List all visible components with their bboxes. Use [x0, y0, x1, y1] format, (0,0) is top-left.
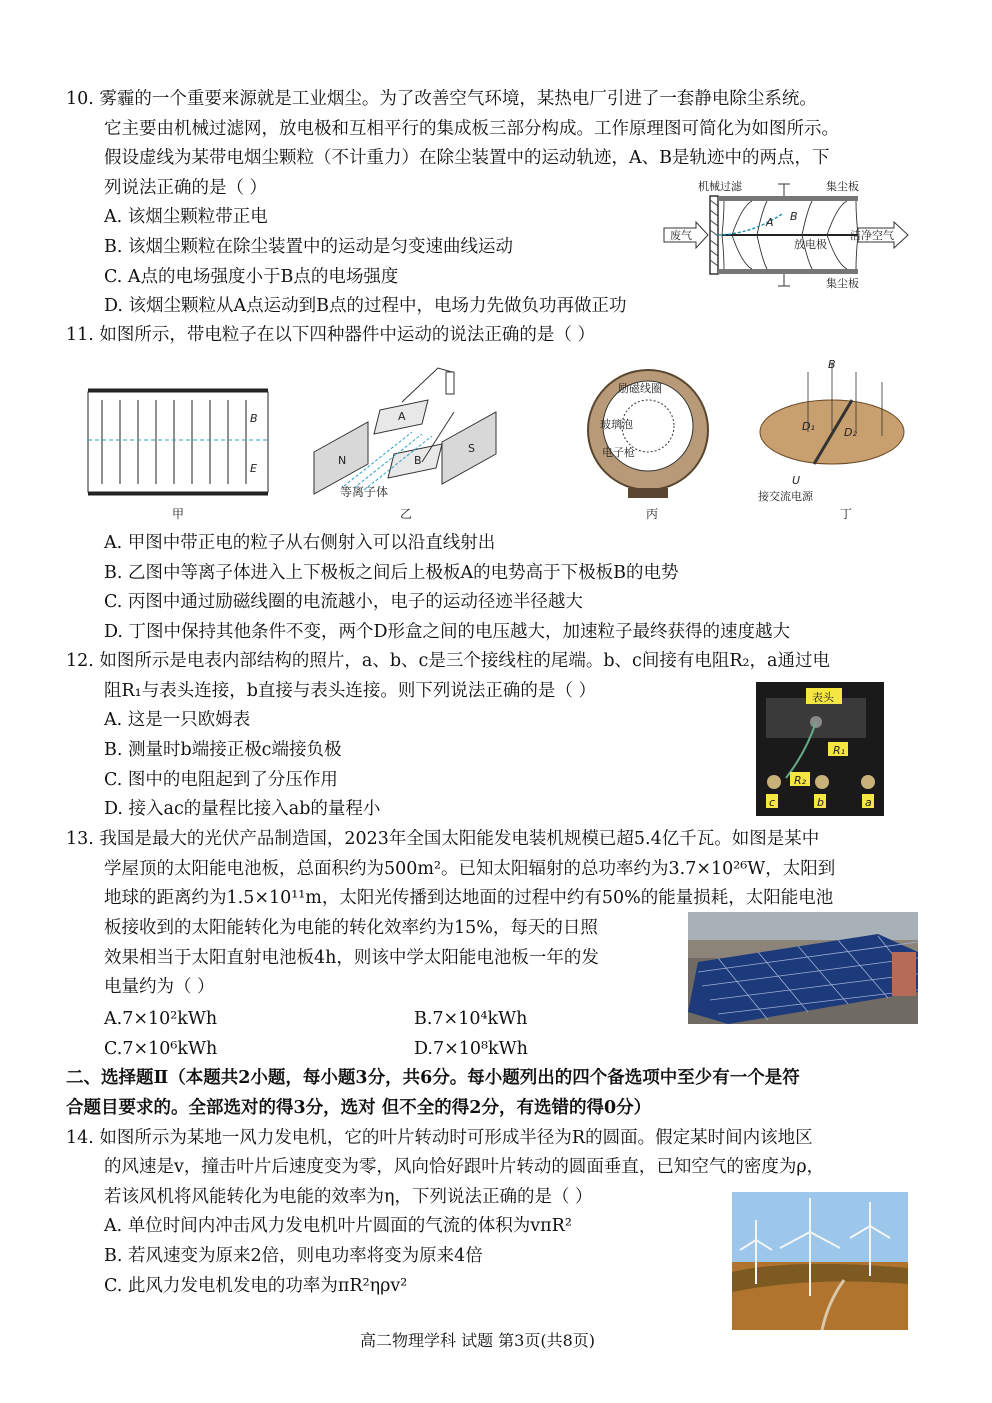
coil-label: 励磁线圈: [618, 382, 662, 395]
terminal-b-label: b: [817, 796, 824, 809]
q13-line5: 效果相当于太阳直射电池板4h，则该中学太阳能电池板一年的发: [104, 948, 599, 968]
q13-line4: 板接收到的太阳能转化为电能的转化效率约为15%，每天的日照: [104, 918, 598, 938]
q13-line3: 地球的距离约为1.5×10¹¹m，太阳光传播到达地面的过程中约有50%的能量损耗，太阳能电池: [104, 888, 834, 908]
plate-b-label: B: [414, 454, 422, 467]
u-label: U: [792, 474, 801, 487]
q13-option-a: A.7×10²kWh: [104, 1009, 218, 1029]
caption-ding: 丁: [840, 507, 853, 521]
wind-turbine-photo: [732, 1192, 908, 1330]
q13-line1: 13. 我国是最大的光伏产品制造国，2023年全国太阳能发电装机规模已超5.4亿千瓦。如图是某中: [66, 829, 820, 849]
jia-e-label: E: [250, 462, 257, 475]
q14-line3: 若该风机将风能转化为电能的效率为η，下列说法正确的是（ ）: [104, 1187, 593, 1207]
magnet-s-label: S: [468, 442, 475, 455]
q11-option-d: D. 丁图中保持其他条件不变，两个D形盒之间的电压越大，加速粒子最终获得的速度越大: [104, 622, 791, 642]
q13-option-d: D.7×10⁸kWh: [414, 1039, 528, 1059]
ac-source-label: 接交流电源: [758, 490, 813, 503]
q12-option-b: B. 测量时b端接正极c端接负极: [104, 740, 342, 760]
top-plate-label: 集尘板: [826, 180, 859, 193]
q10-option-a: A. 该烟尘颗粒带正电: [104, 207, 268, 227]
dust-collector-diagram: [662, 176, 912, 294]
plate-a-label: A: [398, 410, 406, 423]
q14-option-b: B. 若风速变为原来2倍，则电功率将变为原来4倍: [104, 1246, 483, 1266]
r2-label: R₂: [794, 774, 807, 787]
q11-figures: [82, 352, 912, 524]
q13-option-b: B.7×10⁴kWh: [414, 1009, 528, 1029]
q12-option-a: A. 这是一只欧姆表: [104, 710, 251, 730]
ding-b-label: B: [828, 358, 836, 371]
point-b-label: B: [790, 210, 798, 223]
q10-option-c: C. A点的电场强度小于B点的电场强度: [104, 267, 399, 287]
q10-line1: 10. 雾霾的一个重要来源就是工业烟尘。为了改善空气环境，某热电厂引进了一套静电除尘系统。: [66, 89, 817, 109]
clean-air-label: 洁净空气: [850, 229, 894, 242]
waste-gas-label: 废气: [670, 229, 692, 242]
figure-jia: [88, 390, 268, 521]
q13-line2: 学屋顶的太阳能电池板，总面积约为500m²。已知太阳辐射的总功率约为3.7×10²⁶W，太阳到: [104, 859, 836, 879]
d1-label: D₁: [802, 420, 815, 433]
r1-label: R₁: [833, 744, 846, 757]
q12-line2: 阻R₁与表头连接，b直接与表头连接。则下列说法正确的是（ ）: [104, 681, 596, 701]
q14-option-c: C. 此风力发电机发电的功率为πR²ηρv²: [104, 1276, 408, 1296]
terminal-c-label: c: [769, 796, 776, 809]
meter-photo: [756, 682, 884, 816]
gun-label: 电子枪: [602, 446, 635, 459]
caption-yi: 乙: [400, 507, 413, 521]
q11-line1: 11. 如图所示，带电粒子在以下四种器件中运动的说法正确的是（ ）: [66, 325, 595, 345]
q13-line6: 电量约为（ ）: [104, 977, 215, 997]
section2-line2: 合题目要求的。全部选对的得3分，选对 但不全的得2分，有选错的得0分）: [66, 1098, 652, 1118]
d2-label: D₂: [844, 426, 857, 439]
q10-line4: 列说法正确的是（ ）: [104, 178, 268, 198]
figure-bing: [588, 370, 708, 521]
solar-panel-photo: [688, 912, 918, 1024]
bottom-plate-label: 集尘板: [826, 277, 859, 290]
bulb-label: 玻璃泡: [600, 418, 633, 431]
magnet-n-label: N: [338, 454, 347, 467]
caption-jia: 甲: [172, 507, 185, 521]
q11-option-a: A. 甲图中带正电的粒子从右侧射入可以沿直线射出: [104, 533, 496, 553]
q12-option-c: C. 图中的电阻起到了分压作用: [104, 770, 338, 790]
q14-line1: 14. 如图所示为某地一风力发电机，它的叶片转动时可形成半径为R的圆面。假定某时间内该地区: [66, 1128, 813, 1148]
electrode-label: 放电极: [794, 238, 827, 251]
q11-option-c: C. 丙图中通过励磁线圈的电流越小，电子的运动径迹半径越大: [104, 592, 583, 612]
meter-head-label: 表头: [812, 691, 834, 704]
q10-line3: 假设虚线为某带电烟尘颗粒（不计重力）在除尘装置中的运动轨迹，A、B是轨迹中的两点，下: [104, 148, 830, 168]
section2-line1: 二、选择题Ⅱ（本题共2小题，每小题3分，共6分。每小题列出的四个备选项中至少有一个是符: [66, 1068, 800, 1088]
q12-option-d: D. 接入ac的量程比接入ab的量程小: [104, 799, 381, 819]
q13-option-c: C.7×10⁶kWh: [104, 1039, 218, 1059]
terminal-a-label: a: [865, 796, 872, 809]
plasma-label: 等离子体: [340, 485, 389, 499]
q10-option-b: B. 该烟尘颗粒在除尘装置中的运动是匀变速曲线运动: [104, 237, 513, 257]
filter-label: 机械过滤: [698, 180, 742, 193]
q14-option-a: A. 单位时间内冲击风力发电机叶片圆面的气流的体积为vπR²: [104, 1216, 572, 1236]
q14-line2: 的风速是v，撞击叶片后速度变为零，风向恰好跟叶片转动的圆面垂直，已知空气的密度为ρ，: [104, 1157, 825, 1177]
figure-yi: [314, 368, 496, 521]
jia-b-label: B: [250, 412, 258, 425]
caption-bing: 丙: [646, 507, 659, 521]
page-footer: 高二物理学科 试题 第3页(共8页): [360, 1331, 596, 1350]
q10-option-d: D. 该烟尘颗粒从A点运动到B点的过程中，电场力先做负功再做正功: [104, 296, 627, 316]
q12-line1: 12. 如图所示是电表内部结构的照片，a、b、c是三个接线柱的尾端。b、c间接有电阻R₂，a通过电: [66, 651, 830, 671]
figure-ding: [758, 358, 904, 521]
q10-line2: 它主要由机械过滤网，放电极和互相平行的集成板三部分构成。工作原理图可简化为如图所示。: [104, 119, 839, 139]
q11-option-b: B. 乙图中等离子体进入上下极板之间后上极板A的电势高于下极板B的电势: [104, 563, 679, 583]
point-a-label: A: [766, 216, 774, 229]
